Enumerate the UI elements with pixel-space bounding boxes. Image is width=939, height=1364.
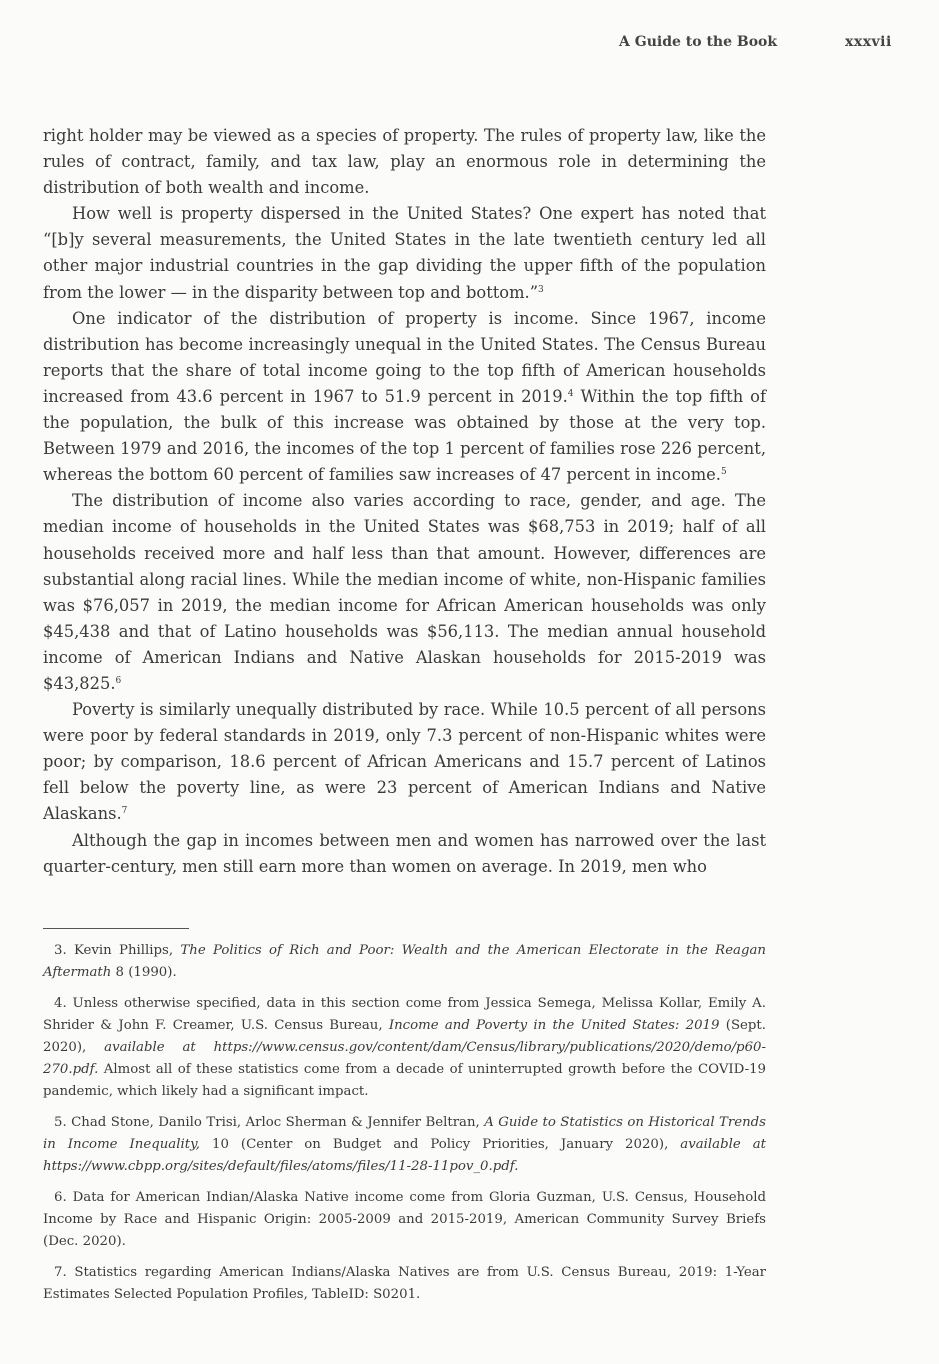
running-header xyxy=(0,34,939,54)
body-text xyxy=(43,123,766,880)
footnote-ref-5[interactable]: 5 xyxy=(721,467,727,478)
paragraph-6: Although the gap in incomes between men and women has narrowed over the last quarter-century, men still earn more than women on average. In 2019, men who xyxy=(43,830,766,876)
paragraph-5: Poverty is similarly unequally distributed by race. While 10.5 percent of all persons were poor by federal standards in 2019, only 7.3 percent of non-Hispanic whites were poor; by comparison, 18.6 percent of African Americans and 15.7 percent of Latinos fell below the poverty line, as were 23 percent of American Indians and Native Alaskans.$^7$ xyxy=(43,700,766,824)
running-title: A Guide to the Book xyxy=(619,34,778,50)
footnote-3: 3. Kevin Phillips, The Politics of Rich and Poor: Wealth and the American Electorate in the Reagan Aftermath 8 (1990). xyxy=(43,943,766,980)
footnote-ref-6[interactable]: 6 xyxy=(115,675,122,686)
footnote-4-link[interactable]: available at https://www.census.gov/content/dam/Census/library/publications/2020/demo/p60-270.pdf. xyxy=(43,1040,766,1077)
footnote-ref-4[interactable]: 4 xyxy=(567,388,574,399)
footnote-7: 7. Statistics regarding American Indians/Alaska Natives are from U.S. Census Bureau, 2019: 1-Year Estimates Selected Population Profiles, TableID: S0201. xyxy=(43,1265,766,1302)
footnote-5-link[interactable]: https://www.cbpp.org/sites/default/files/atoms/files/11-28-11pov_0.pdf. xyxy=(43,1159,519,1174)
paragraph-3: One indicator of the distribution of property is income. Since 1967, income distribution has become increasingly unequal in the United States. The Census Bureau reports that the share of total income going to the top fifth of American households increased from 43.6 percent in 1967 to 51.9 percent in 2019.$^4$ Within the top fifth of the population, the bulk of this increase was obtained by those at the very top. Between 1979 and 2016, the incomes of the top 1 percent of families rose 226 percent, whereas the bottom 60 percent of families saw increases of 47 percent in income.$^5$ xyxy=(43,308,766,485)
paragraph-4: The distribution of income also varies according to race, gender, and age. The median income of households in the United States was $68,753 in 2019; half of all households received more and half less than that amount. However, differences are substantial along racial lines. While the median income of white, non-Hispanic families was $76,057 in 2019, the median income for African American households was only $45,438 and that of Latino households was $56,113. The median annual household income of American Indians and Native Alaskan households for 2015-2019 was $43,825.$^6$ xyxy=(43,491,766,693)
footnotes xyxy=(43,940,766,1315)
footnote-5: 5. Chad Stone, Danilo Trisi, Arloc Sherman & Jennifer Beltran, A Guide to Statistics on Historical Trends in Income Inequality, 10 (Center on Budget and Policy Priorities, January 2020), available at https://www.cbpp.org/sites/default/files/atoms/files/11-28-11pov_0.pdf. xyxy=(43,1115,767,1174)
footnote-ref-3[interactable]: 3 xyxy=(538,284,544,295)
footnote-divider xyxy=(43,928,189,929)
footnote-4: 4. Unless otherwise specified, data in this section come from Jessica Semega, Melissa Kollar, Emily A. Shrider & John F. Creamer, U.S. Census Bureau, Income and Poverty in the United States: 2019 (Sept. 2020), available at https://www.census.gov/content/dam/Census/library/publications/2020/demo/p60-270.pdf. Almost all of these statistics come from a decade of uninterrupted growth before the COVID-19 pandemic, which likely had a significant impact. xyxy=(43,996,766,1099)
page-number: xxxvii xyxy=(845,34,892,50)
footnote-6: 6. Data for American Indian/Alaska Native income come from Gloria Guzman, U.S. Census, Household Income by Race and Hispanic Origin: 2005-2009 and 2015-2019, American Community Survey Briefs (Dec. 2020). xyxy=(43,1190,766,1249)
paragraph-2: How well is property dispersed in the United States? One expert has noted that “[b]y several measurements, the United States in the late twentieth century led all other major industrial countries in the gap dividing the upper fifth of the population from the lower — in the disparity between top and bottom.”$^3$ xyxy=(43,204,766,302)
paragraph-1: right holder may be viewed as a species of property. The rules of property law, like the rules of contract, family, and tax law, play an enormous role in determining the distribution of both wealth and income. xyxy=(43,126,766,198)
footnote-ref-7[interactable]: 7 xyxy=(121,806,128,817)
